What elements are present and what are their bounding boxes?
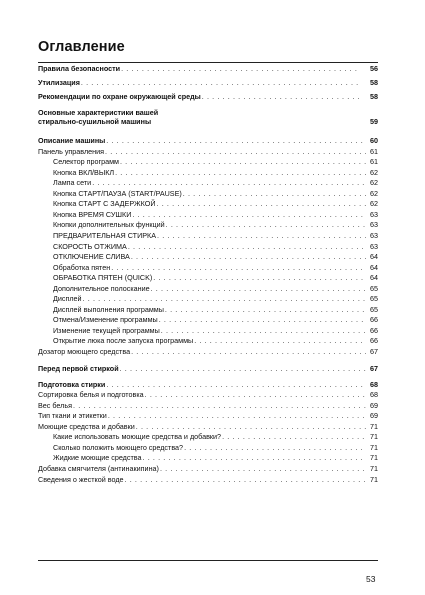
toc-entry-label: Дополнительное полоскание	[53, 283, 150, 293]
toc-entry-label: Кнопка ВРЕМЯ СУШКИ	[53, 209, 132, 219]
toc-entry-page: 68	[370, 379, 378, 389]
toc-entry-label-line1: Основные характеристики вашей	[38, 108, 159, 117]
toc-entry-label: ПРЕДВАРИТЕЛЬНАЯ СТИРКА	[53, 230, 157, 240]
toc-entry[interactable]	[38, 231, 378, 240]
toc-entry-label: СКОРОСТЬ ОТЖИМА	[53, 241, 127, 251]
toc-leader-dots	[111, 263, 366, 272]
toc-entry-label: Подготовка стирки	[38, 379, 106, 389]
toc-entry-label: ОТКЛЮЧЕНИЕ СЛИВА	[53, 252, 130, 262]
toc-entry-label: Описание машины	[38, 136, 106, 145]
toc-entry-label: Панель управления	[38, 146, 105, 156]
toc-entry-label: Добавка смягчителя (антинакипина)	[38, 464, 159, 473]
toc-entry-label: Сколько положить моющего средства?	[53, 442, 184, 452]
toc-entry-label: Какие использовать моющие средства и добавки?	[53, 432, 222, 442]
toc-entry[interactable]	[38, 284, 378, 293]
toc-leader-dots	[157, 231, 366, 240]
toc-entry[interactable]	[38, 475, 378, 484]
toc-leader-dots	[143, 453, 367, 462]
footer-divider	[38, 560, 378, 561]
toc-leader-dots	[222, 432, 366, 441]
toc-entry-label: Изменение текущей программы	[53, 325, 160, 335]
toc-leader-dots	[125, 475, 366, 484]
toc-entry[interactable]	[38, 401, 378, 410]
toc-entry-label: Отмена/Изменение программы	[53, 315, 158, 325]
title-divider	[38, 62, 378, 63]
toc-entry[interactable]	[38, 136, 378, 145]
toc-entry[interactable]	[38, 453, 378, 462]
toc-entry[interactable]	[38, 242, 378, 251]
toc-entry-page: 58	[370, 78, 378, 87]
toc-entry-page: 58	[370, 92, 378, 101]
toc-multiline-entry[interactable]	[38, 108, 378, 126]
page-number: 53	[366, 574, 376, 584]
toc-leader-dots	[155, 117, 368, 126]
toc-entry[interactable]	[38, 347, 378, 356]
toc-leader-dots	[105, 147, 366, 156]
toc-entry-page: 62	[370, 167, 378, 177]
toc-leader-dots	[157, 199, 366, 208]
toc-entry[interactable]	[38, 411, 378, 420]
toc-entry-label: Дисплей	[53, 294, 82, 304]
toc-leader-dots	[128, 242, 366, 251]
toc-entry-page: 71	[370, 464, 378, 473]
toc-entry-label: Дозатор моющего средства	[38, 347, 131, 356]
toc-leader-dots	[132, 210, 366, 219]
toc-entry-page: 63	[370, 241, 378, 251]
toc-leader-dots	[194, 336, 366, 345]
toc-leader-dots	[151, 284, 366, 293]
toc-entry-page: 71	[370, 421, 378, 431]
toc-entry-page: 68	[370, 390, 378, 400]
toc-entry-page: 71	[370, 453, 378, 463]
toc-entry-page: 63	[370, 209, 378, 219]
toc-entry-label-line2: стирально-сушильной машины	[38, 117, 152, 127]
toc-leader-dots	[121, 64, 360, 73]
toc-leader-dots	[159, 315, 366, 324]
toc-entry-page: 71	[370, 432, 378, 442]
toc-entry[interactable]	[38, 178, 378, 187]
toc-leader-dots	[202, 92, 360, 101]
toc-entry[interactable]	[38, 294, 378, 303]
toc-entry[interactable]	[38, 199, 378, 208]
toc-leader-dots	[131, 252, 366, 261]
toc-entry[interactable]	[38, 263, 378, 272]
toc-leader-dots	[115, 168, 366, 177]
toc-leader-dots	[183, 189, 366, 198]
toc-entry[interactable]	[38, 147, 378, 156]
toc-entry-page: 62	[370, 188, 378, 198]
toc-entry-page: 65	[370, 294, 378, 304]
toc-leader-dots	[131, 347, 366, 356]
toc-leader-dots	[160, 464, 366, 473]
toc-entry[interactable]	[38, 326, 378, 335]
toc-leader-dots	[120, 157, 366, 166]
toc-entry-page: 67	[370, 364, 378, 374]
toc-entry[interactable]	[38, 390, 378, 399]
toc-entry[interactable]	[38, 432, 378, 441]
toc-entry[interactable]	[38, 252, 378, 261]
toc-entry-label: Перед первой стиркой	[38, 364, 119, 374]
toc-entry-page: 71	[370, 474, 378, 484]
toc-entry[interactable]	[38, 380, 378, 389]
toc-entry-page: 56	[370, 64, 378, 73]
toc-entry[interactable]	[38, 64, 378, 73]
toc-entry[interactable]	[38, 443, 378, 452]
toc-entry-page: 63	[370, 220, 378, 230]
toc-entry-page: 66	[370, 315, 378, 325]
toc-leader-dots	[136, 422, 366, 431]
toc-entry-label: Рекомендации по охране окружающей среды	[38, 92, 201, 101]
toc-leader-dots	[92, 178, 366, 187]
toc-entry-page: 67	[370, 347, 378, 356]
toc-entry[interactable]	[38, 305, 378, 314]
toc-entry-label: Открытие люка после запуска программы	[53, 336, 194, 346]
toc-entry[interactable]	[38, 464, 378, 473]
toc-leader-dots	[81, 78, 360, 87]
toc-entry-label: Сортировка белья и подготовка	[38, 390, 144, 400]
toc-entry-page: 71	[370, 442, 378, 452]
toc-entry-page: 65	[370, 304, 378, 314]
page-title: Оглавление	[38, 39, 125, 55]
toc-entry-label: Селектор программ	[53, 157, 119, 167]
toc-leader-dots	[106, 136, 366, 145]
toc-entry-label: Обработка пятен	[53, 262, 111, 272]
toc-entry-page: 62	[370, 199, 378, 209]
toc-entry-label: Правила безопасности	[38, 64, 121, 73]
toc-entry-page: 66	[370, 325, 378, 335]
toc-entry-page: 64	[370, 273, 378, 283]
toc-entry-label: ОБРАБОТКА ПЯТЕН (QUICK)	[53, 273, 153, 283]
toc-entry-label: Кнопка СТАРТ/ПАУЗА (START/PAUSE)	[53, 188, 182, 198]
toc-leader-dots	[165, 305, 366, 314]
toc-entry[interactable]	[38, 189, 378, 198]
toc-entry[interactable]	[38, 168, 378, 177]
toc-entry-page: 59	[370, 117, 378, 127]
toc-entry-label: Кнопка СТАРТ С ЗАДЕРЖКОЙ	[53, 199, 156, 209]
toc-leader-dots	[108, 411, 366, 420]
toc-entry-page: 66	[370, 336, 378, 346]
toc-entry-page: 65	[370, 283, 378, 293]
toc-entry-label: Дисплей выполнения программы	[53, 304, 164, 314]
toc-entry[interactable]	[38, 273, 378, 282]
toc-entry-page: 69	[370, 400, 378, 410]
toc-entry[interactable]	[38, 336, 378, 345]
toc-entry-label: Моющие средства и добавки	[38, 421, 135, 431]
toc-entry[interactable]	[38, 220, 378, 229]
toc-leader-dots	[106, 380, 366, 389]
toc-entry-label: Вес белья	[38, 400, 73, 410]
toc-leader-dots	[184, 443, 366, 452]
toc-entry-page: 61	[370, 157, 378, 167]
toc-entry-label: Кнопки дополнительных функций	[53, 220, 165, 230]
toc-entry-label: Жидкие моющие средства	[53, 453, 142, 463]
toc-entry[interactable]	[38, 422, 378, 431]
toc-entry-label: Кнопка ВКЛ/ВЫКЛ	[53, 167, 115, 177]
toc-leader-dots	[120, 364, 366, 373]
toc-entry-page: 63	[370, 230, 378, 240]
toc-entry[interactable]	[38, 157, 378, 166]
toc-entry[interactable]	[38, 364, 378, 373]
toc-leader-dots	[166, 220, 366, 229]
toc-leader-dots	[145, 390, 366, 399]
toc-entry-label: Лампа сети	[53, 178, 92, 188]
toc-entry-page: 61	[370, 146, 378, 156]
toc-entry-page: 64	[370, 262, 378, 272]
toc-entry[interactable]	[38, 92, 378, 101]
toc-leader-dots	[83, 294, 366, 303]
toc-entry[interactable]	[38, 78, 378, 87]
toc-entry-page: 69	[370, 411, 378, 421]
toc-entry-label: Сведения о жесткой воде	[38, 474, 124, 484]
toc-entry-label: Тип ткани и этикетки	[38, 411, 107, 421]
toc-leader-dots	[73, 401, 366, 410]
toc-entry-page: 62	[370, 178, 378, 188]
toc-leader-dots	[153, 273, 366, 282]
toc-entry-page: 64	[370, 252, 378, 262]
toc-entry[interactable]	[38, 315, 378, 324]
toc-leader-dots	[161, 326, 366, 335]
toc-entry-page: 60	[370, 136, 378, 145]
toc-entry-label: Утилизация	[38, 78, 80, 87]
toc-entry[interactable]	[38, 210, 378, 219]
